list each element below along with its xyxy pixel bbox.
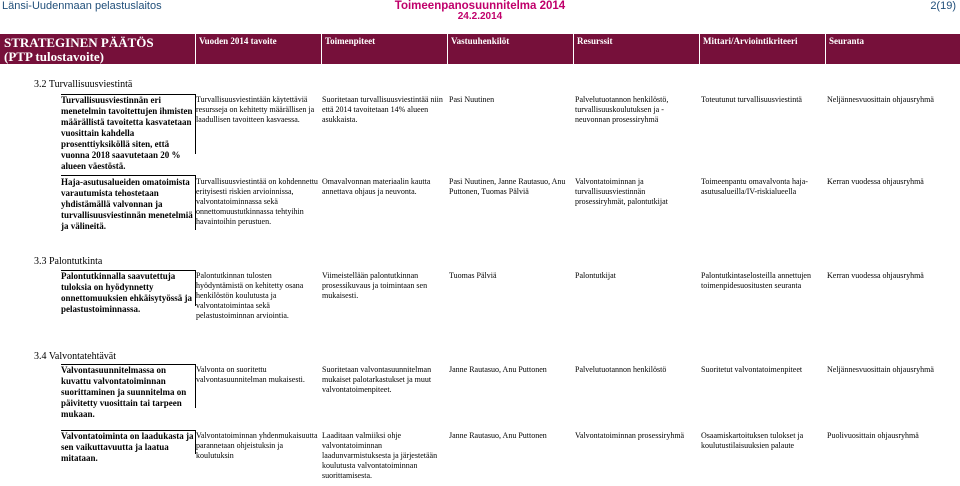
section-title: 3.2 Turvallisuusviestintä bbox=[34, 79, 133, 90]
table-cell: Tuomas Pälviä bbox=[449, 271, 497, 280]
table-cell: Turvallisuusviestinnän eri menetelmin tavoitettujen ihmisten määrällistä tavoitetta kasvatetaan vuosittain kahdella prosenttiyksiköllä siten, että vuonna 2018 saavutetaan 20 % alueen väestöstä. bbox=[61, 95, 193, 171]
table-cell: Pasi Nuutinen, Janne Rautasuo, Anu Puttonen, Tuomas Pälviä bbox=[449, 177, 566, 196]
table-cell: Janne Rautasuo, Anu Puttonen bbox=[449, 431, 547, 440]
table-cell: Palontutkinnan tulosten hyödyntämistä on kehitetty osana henkilöstön koulutusta ja valvontatoimintaa sekä pelastustoiminnan arviointia. bbox=[196, 271, 304, 320]
table-cell: Palontutkijat bbox=[575, 271, 616, 280]
document-date: 24.2.2014 bbox=[457, 11, 503, 22]
table-cell: Toteutunut turvallisuusviestintä bbox=[701, 95, 802, 104]
table-cell: Valvontasuunnitelmassa on kuvattu valvontatoiminnan suorittaminen ja suunnitelma on päivitetty vuosittain tai tarpeen mukaan. bbox=[61, 365, 187, 419]
header-strategic-line1: STRATEGINEN PÄÄTÖS bbox=[4, 35, 154, 50]
header-strategic-line2: (PTP tulostavoite) bbox=[4, 49, 105, 64]
section-title: 3.3 Palontutkinta bbox=[34, 256, 103, 267]
table-cell: Palontutkintaselosteilla annettujen toimenpidesuositusten seuranta bbox=[701, 271, 811, 290]
table-cell: Pasi Nuutinen bbox=[449, 95, 495, 104]
table-cell: Toimeenpantu omavalvonta haja-asutusalueilla/IV-riskialueella bbox=[701, 177, 808, 196]
header-col-goal: Vuoden 2014 tavoite bbox=[195, 34, 321, 64]
table-cell: Osaamiskartoituksen tulokset ja koulutustilaisuuksien palaute bbox=[701, 431, 804, 450]
table-cell: Viimeistellään palontutkinnan prosessikuvaus ja toimintaan sen mukaisesti. bbox=[322, 271, 428, 300]
table-cell: Kerran vuodessa ohjausryhmä bbox=[827, 271, 924, 280]
table-cell: Valvontatoiminnan yhdenmukaisuutta parannetaan ohjeistuksin ja koulutuksin bbox=[196, 431, 318, 460]
section-title: 3.4 Valvontatehtävät bbox=[34, 351, 117, 362]
table-cell: Valvontatoiminnan ja turvallisuusviestinnän prosessiryhmät, palontutkijat bbox=[575, 177, 668, 206]
divider bbox=[61, 175, 195, 176]
header-col-responsible: Vastuuhenkilöt bbox=[447, 34, 573, 64]
table-cell: Palvelutuotannon henkilöstö, turvallisuuskoulutuksen ja -neuvonnan prosessiryhmä bbox=[575, 95, 669, 124]
table-cell: Turvallisuusviestintää on kohdennettu erityisesti riskien arvioinnissa, valvontatoiminnassa sekä onnettomuustutkinnassa tehtyihin havaintoihin perustuen. bbox=[196, 177, 318, 226]
header-strategic-decision bbox=[0, 34, 195, 64]
header-col-followup: Seuranta bbox=[825, 34, 960, 64]
table-cell: Suoritetut valvontatoimenpiteet bbox=[701, 365, 803, 374]
table-cell: Puolivuosittain ohjausryhmä bbox=[827, 431, 919, 440]
table-cell: Haja-asutusalueiden omatoimista varautumista tehostetaan yhdistämällä valvonnan ja turvallisuusviestinnän menetelmiä ja välineitä. bbox=[61, 177, 193, 231]
table-cell: Neljännesvuosittain ohjausryhmä bbox=[827, 95, 934, 104]
header-col-actions: Toimenpiteet bbox=[321, 34, 447, 64]
table-cell: Valvontatoiminta on laadukasta ja sen vaikuttavuutta ja laatua mitataan. bbox=[61, 431, 194, 463]
table-cell: Valvonta on suoritettu valvontasuunnitelman mukaisesti. bbox=[196, 365, 305, 384]
table-cell: Valvontatoiminnan prosessiryhmä bbox=[575, 431, 685, 440]
header-col-resources: Resurssit bbox=[573, 34, 699, 64]
document-header bbox=[0, 0, 960, 22]
header-col-metric: Mittari/Arviointikriteeri bbox=[699, 34, 825, 64]
table-cell: Turvallisuusviestintään käytettäviä resursseja on kehitetty määrällisen ja laadullisen tavoitteen kasvaessa. bbox=[196, 95, 315, 124]
table-cell: Neljännesvuosittain ohjausryhmä bbox=[827, 365, 934, 374]
page-number: 2(19) bbox=[930, 0, 956, 12]
table-cell: Omavalvonnan materiaalin kautta annettava ohjaus ja neuvonta. bbox=[322, 177, 431, 196]
document-title: Toimeenpanosuunnitelma 2014 bbox=[394, 0, 566, 12]
table-cell: Palontutkinnalla saavutettuja tuloksia on hyödynnetty onnettomuuksien ehkäisytyössä ja pelastustoiminnassa. bbox=[61, 271, 193, 314]
table-cell: Laaditaan valmiiksi ohje valvontatoiminnan laadunvarmistuksesta ja järjestetään koulutusta valvontatoiminnan suorittamisesta. bbox=[322, 431, 438, 480]
table-cell: Suoritetaan turvallisuusviestintää niin että 2014 tavoitetaan 14% alueen asukkaista. bbox=[322, 95, 443, 124]
table-cell: Janne Rautasuo, Anu Puttonen bbox=[449, 365, 547, 374]
table-header bbox=[0, 34, 960, 64]
table-cell: Suoritetaan valvontasuunnitelman mukaiset palotarkastukset ja muut valvontatoimenpiteet. bbox=[322, 365, 432, 394]
organization-name: Länsi-Uudenmaan pelastuslaitos bbox=[2, 0, 162, 12]
table-cell: Palvelutuotannon henkilöstö bbox=[575, 365, 667, 374]
table-cell: Kerran vuodessa ohjausryhmä bbox=[827, 177, 924, 186]
